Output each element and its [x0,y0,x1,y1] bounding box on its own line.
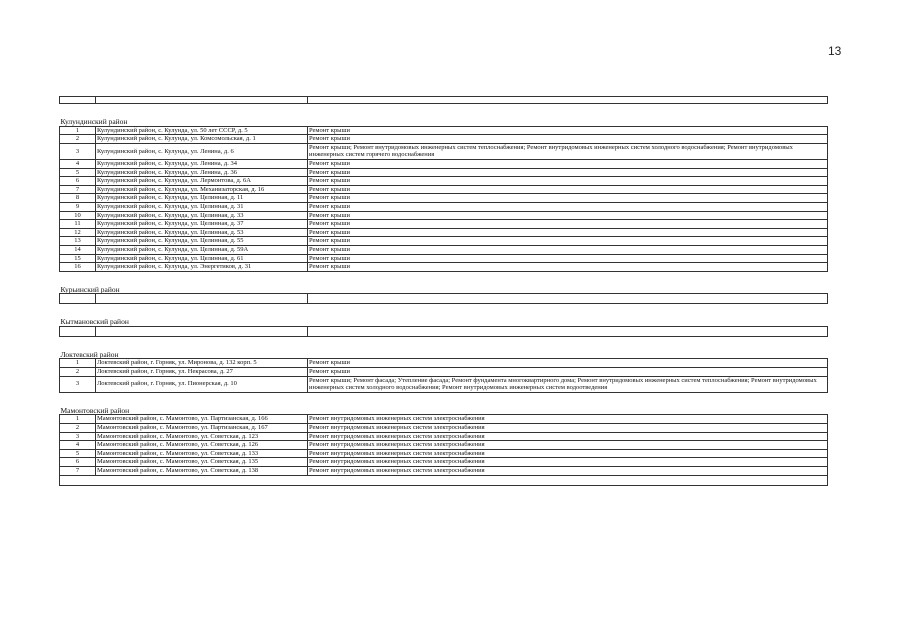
row-works: Ремонт крыши [308,228,828,237]
row-number: 3 [60,143,96,159]
row-address: Мамонтовский район, с. Мамонтово, ул. Партизанская, д. 167 [96,424,308,433]
row-works: Ремонт крыши [308,245,828,254]
row-number: 1 [60,415,96,424]
row-works: Ремонт крыши [308,159,828,168]
table-row [60,254,828,263]
section-header-row [60,284,828,294]
row-number: 2 [60,135,96,144]
empty-cell [96,326,308,336]
table-row [60,211,828,220]
row-works: Ремонт крыши [308,185,828,194]
row-address: Мамонтовский район, с. Мамонтово, ул. Советская, д. 138 [96,467,308,476]
row-works: Ремонт внутридомовых инженерных систем электроснабжения [308,467,828,476]
header-cell [96,97,308,104]
row-works: Ремонт крыши; Ремонт фасада; Утепление фасада; Ремонт фундамента многоквартирного дома; Ремонт внутридомовых инженерных систем теплоснабжения; Ремонт внутридомовых инженерных систем холодного водоснабжения; Ремонт внутридомовых инженерных систем водоотведения [308,376,828,392]
row-works: Ремонт крыши [308,202,828,211]
empty-cell [308,326,828,336]
row-number: 6 [60,458,96,467]
table-row [60,202,828,211]
table-row [60,177,828,186]
row-address: Кулундинский район, с. Кулунда, ул. Комсомольская, д. 1 [96,135,308,144]
row-works: Ремонт крыши [308,126,828,135]
row-address: Локтевский район, г. Горняк, ул. Некрасова, д. 27 [96,368,308,377]
row-works: Ремонт крыши [308,211,828,220]
section-header-row [60,349,828,359]
row-address: Мамонтовский район, с. Мамонтово, ул. Советская, д. 123 [96,432,308,441]
spacer-cell [60,336,828,349]
row-works: Ремонт крыши [308,254,828,263]
table-row [60,228,828,237]
table-row [60,143,828,159]
row-address: Кулундинский район, с. Кулунда, ул. 50 лет СССР, д. 5 [96,126,308,135]
trailing-row [60,475,828,485]
row-number: 6 [60,177,96,186]
row-address: Локтевский район, г. Горняк, ул. Пионерская, д. 10 [96,376,308,392]
row-works: Ремонт крыши [308,359,828,368]
page-number: 13 [828,44,842,58]
table-row [60,359,828,368]
spacer-row [60,392,828,405]
table-row [60,135,828,144]
row-works: Ремонт крыши [308,368,828,377]
table-row [60,126,828,135]
row-number: 10 [60,211,96,220]
trailing-cell [60,475,828,485]
spacer-row [60,304,828,317]
row-number: 3 [60,376,96,392]
row-works: Ремонт крыши; Ремонт внутридомовых инженерных систем теплоснабжения; Ремонт внутридомовых инженерных систем холодного водоснабжения; Ремонт внутридомовых инженерных систем горячего водоснабжения [308,143,828,159]
row-works: Ремонт крыши [308,194,828,203]
table-row [60,245,828,254]
row-number: 1 [60,359,96,368]
row-address: Кулундинский район, с. Кулунда, ул. Целинная, д. 33 [96,211,308,220]
row-number: 5 [60,449,96,458]
spacer-cell [60,304,828,317]
empty-cell [308,294,828,304]
row-works: Ремонт внутридомовых инженерных систем электроснабжения [308,424,828,433]
empty-row [60,294,828,304]
row-address: Кулундинский район, с. Кулунда, ул. Ленина, д. 6 [96,143,308,159]
row-number: 11 [60,220,96,229]
row-address: Кулундинский район, с. Кулунда, ул. Механизаторская, д. 16 [96,185,308,194]
table-row [60,458,828,467]
table-row [60,159,828,168]
row-number: 9 [60,202,96,211]
table-row [60,376,828,392]
row-address: Локтевский район, г. Горняк, ул. Миронова, д. 132 корп. 5 [96,359,308,368]
row-address: Кулундинский район, с. Кулунда, ул. Ленина, д. 36 [96,168,308,177]
row-number: 7 [60,185,96,194]
row-number: 13 [60,237,96,246]
row-works: Ремонт внутридомовых инженерных систем электроснабжения [308,449,828,458]
table-row [60,415,828,424]
row-address: Кулундинский район, с. Кулунда, ул. Целинная, д. 55 [96,237,308,246]
table-row [60,449,828,458]
table-row [60,368,828,377]
row-works: Ремонт крыши [308,135,828,144]
row-number: 4 [60,441,96,450]
section-title: Кытмановский район [60,316,828,326]
empty-cell [60,326,96,336]
spacer-cell [60,271,828,284]
section-header-row [60,116,828,126]
section-title: Мамонтовский район [60,405,828,415]
table-row [60,168,828,177]
table-row [60,237,828,246]
row-number: 4 [60,159,96,168]
row-number: 7 [60,467,96,476]
table-row [60,263,828,272]
row-address: Кулундинский район, с. Кулунда, ул. Целинная, д. 11 [96,194,308,203]
spacer-row [60,336,828,349]
table-row [60,467,828,476]
table-row [60,185,828,194]
row-address: Кулундинский район, с. Кулунда, ул. Целинная, д. 53 [96,228,308,237]
table-header-row [60,97,828,104]
table-row [60,441,828,450]
section-header-row [60,405,828,415]
table-row [60,432,828,441]
section-title: Кулундинский район [60,116,828,126]
table-row [60,424,828,433]
row-works: Ремонт крыши [308,220,828,229]
row-address: Кулундинский район, с. Кулунда, ул. Лермонтова, д. 6А [96,177,308,186]
row-works: Ремонт крыши [308,263,828,272]
row-address: Мамонтовский район, с. Мамонтово, ул. Советская, д. 133 [96,449,308,458]
spacer-row [60,271,828,284]
row-works: Ремонт внутридомовых инженерных систем электроснабжения [308,432,828,441]
row-number: 14 [60,245,96,254]
row-works: Ремонт внутридомовых инженерных систем электроснабжения [308,415,828,424]
row-number: 5 [60,168,96,177]
row-number: 16 [60,263,96,272]
row-number: 15 [60,254,96,263]
row-address: Кулундинский район, с. Кулунда, ул. Ленина, д. 34 [96,159,308,168]
row-address: Кулундинский район, с. Кулунда, ул. Целинная, д. 37 [96,220,308,229]
row-works: Ремонт крыши [308,237,828,246]
table-row [60,220,828,229]
row-address: Кулундинский район, с. Кулунда, ул. Целинная, д. 61 [96,254,308,263]
row-number: 3 [60,432,96,441]
row-address: Мамонтовский район, с. Мамонтово, ул. Партизанская, д. 166 [96,415,308,424]
row-address: Кулундинский район, с. Кулунда, ул. Энергетиков, д. 31 [96,263,308,272]
row-number: 12 [60,228,96,237]
table-body [60,97,828,486]
spacer-row [60,104,828,117]
row-address: Кулундинский район, с. Кулунда, ул. Целинная, д. 59А [96,245,308,254]
row-address: Кулундинский район, с. Кулунда, ул. Целинная, д. 31 [96,202,308,211]
section-title: Локтевский район [60,349,828,359]
row-address: Мамонтовский район, с. Мамонтово, ул. Советская, д. 126 [96,441,308,450]
table-row [60,194,828,203]
spacer-cell [60,104,828,117]
document-table-container [59,96,827,486]
empty-row [60,326,828,336]
repair-program-table [59,96,828,486]
empty-cell [96,294,308,304]
row-number: 8 [60,194,96,203]
row-works: Ремонт внутридомовых инженерных систем электроснабжения [308,458,828,467]
row-address: Мамонтовский район, с. Мамонтово, ул. Советская, д. 135 [96,458,308,467]
empty-cell [60,294,96,304]
section-title: Курьинский район [60,284,828,294]
header-cell [60,97,96,104]
row-number: 2 [60,368,96,377]
row-number: 2 [60,424,96,433]
header-cell [308,97,828,104]
row-number: 1 [60,126,96,135]
row-works: Ремонт внутридомовых инженерных систем электроснабжения [308,441,828,450]
row-works: Ремонт крыши [308,168,828,177]
spacer-cell [60,392,828,405]
row-works: Ремонт крыши [308,177,828,186]
section-header-row [60,316,828,326]
